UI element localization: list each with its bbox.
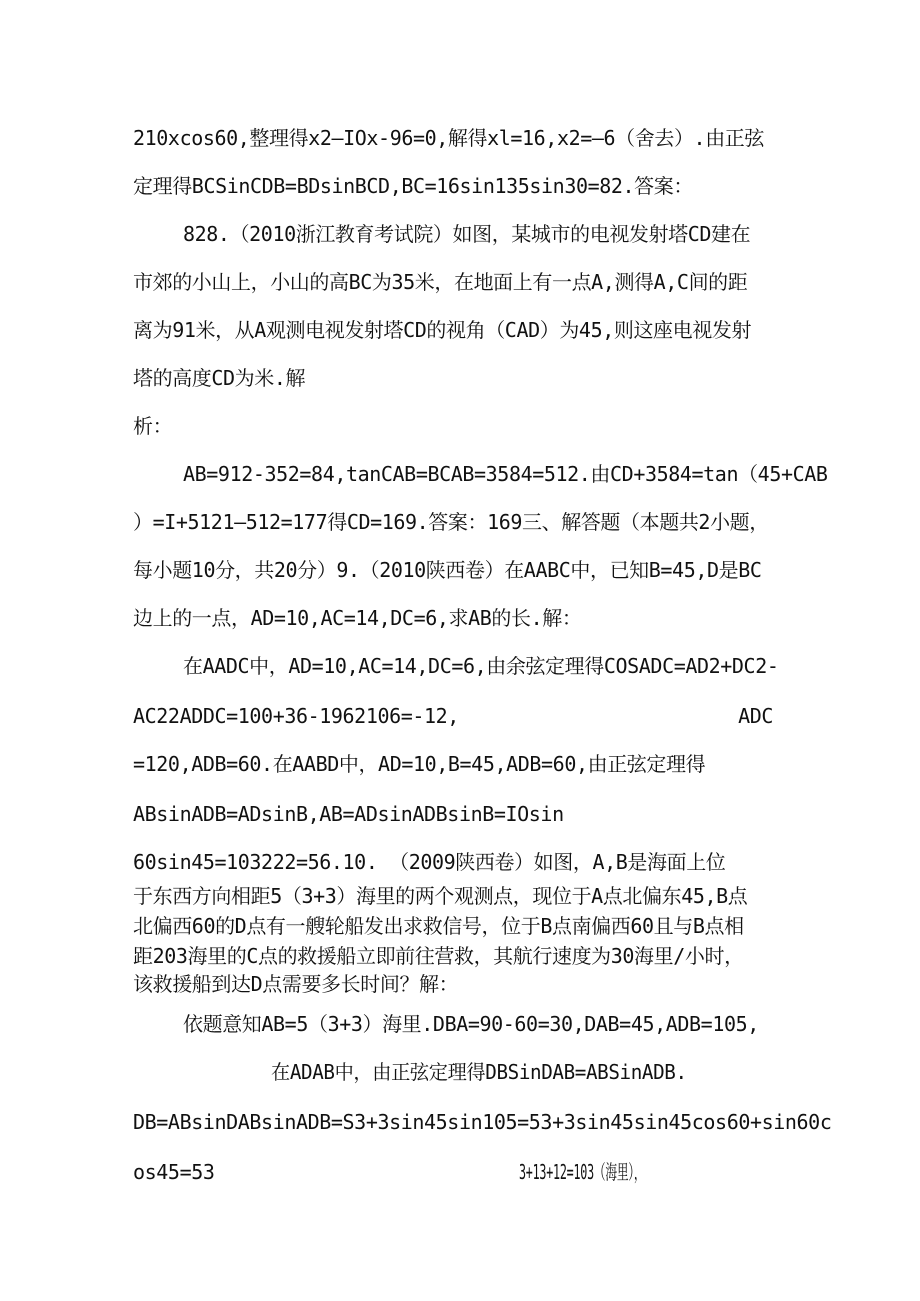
text-line: 该救援船到达D点需要多长时间？解： bbox=[133, 972, 459, 996]
text-line: ADC bbox=[738, 704, 773, 728]
text-line: 市郊的小山上，小山的高BC为35米，在地面上有一点A,测得A,C间的距 bbox=[133, 270, 748, 294]
text-line: 在ADAB中，由正弦定理得DBSinDAB=ABSinADB. bbox=[271, 1060, 687, 1084]
text-line: 每小题10分，共20分）9.（2010陕西卷）在AABC中，已知B=45,D是BC bbox=[133, 558, 762, 582]
text-line: ABsinADB=ADsinB,AB=ADsinADBsinB=IOsin bbox=[133, 802, 564, 826]
text-line: 60sin45=103222=56.10. （2009陕西卷）如图，A,B是海面上位 bbox=[133, 850, 726, 874]
text-line: 塔的高度CD为米.解 bbox=[133, 366, 306, 390]
text-line: DB=ABsinDABsinADB=S3+3sin45sin105=53+3sin45sin45cos60+sin60c bbox=[133, 1110, 832, 1134]
text-line: 定理得BCSinCDB=BDsinBCD,BC=16sin135sin30=82.答案： bbox=[133, 174, 693, 198]
text-line: AB=912-352=84,tanCAB=BCAB=3584=512.由CD+3584=tan（45+CAB bbox=[183, 462, 828, 486]
text-line: 在AADC中，AD=10,AC=14,DC=6,由余弦定理得COSADC=AD2+DC2- bbox=[183, 654, 779, 678]
text-line: =120,ADB=60.在AABD中，AD=10,B=45,ADB=60,由正弦定理得 bbox=[133, 752, 706, 776]
text-line: 距203海里的C点的救援船立即前往营救，其航行速度为30海里/小时， bbox=[133, 944, 744, 968]
text-line: 析： bbox=[133, 414, 173, 438]
text-line: AC22ADDC=100+36-1962106=-12, bbox=[133, 704, 459, 728]
text-line: 北偏西60的D点有一艘轮船发出求救信号，位于B点南偏西60且与B点相 bbox=[133, 914, 744, 938]
text-line: 离为91米，从A观测电视发射塔CD的视角（CAD）为45,则这座电视发射 bbox=[133, 318, 752, 342]
text-line: 3+13+12=103（海里）， bbox=[519, 1160, 646, 1184]
text-line: 于东西方向相距5（3+3）海里的两个观测点，现位于A点北偏东45,B点 bbox=[133, 884, 748, 908]
text-line: 210xcos60,整理得x2—IOx-96=0,解得xl=16,x2=—6（舍去）.由正弦 bbox=[133, 126, 764, 150]
text-line: ）=I+5121—512=177得CD=169.答案：169三、解答题（本题共2小题， bbox=[133, 510, 769, 534]
text-line: 依题意知AB=5（3+3）海里.DBA=90-60=30,DAB=45,ADB=105, bbox=[183, 1012, 759, 1036]
text-line: 828.（2010浙江教育考试院）如图，某城市的电视发射塔CD建在 bbox=[183, 222, 751, 246]
text-line: os45=53 bbox=[133, 1160, 215, 1184]
text-line: 边上的一点，AD=10,AC=14,DC=6,求AB的长.解： bbox=[133, 606, 582, 630]
